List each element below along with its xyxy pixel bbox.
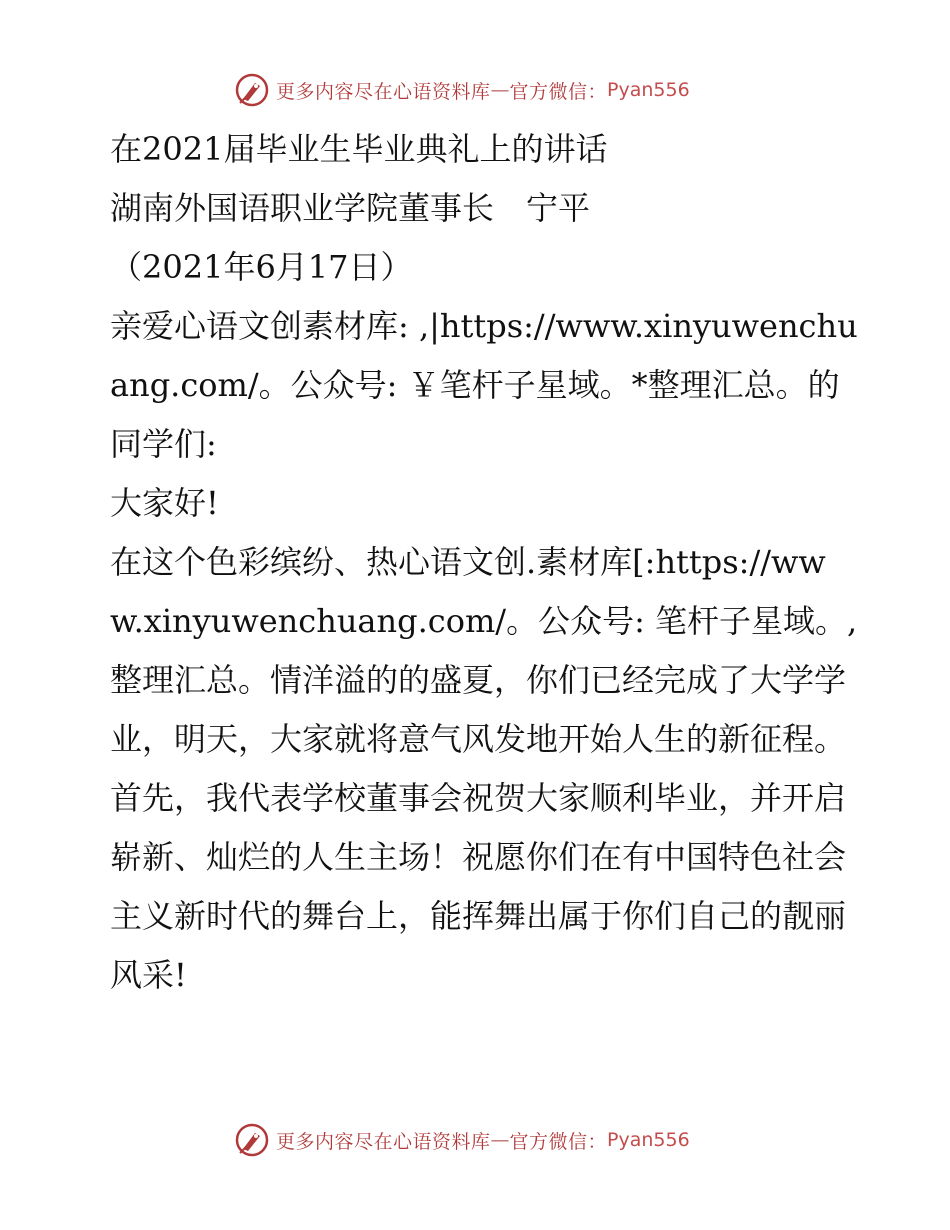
banner-text: 更多内容尽在心语资料库: [276, 80, 491, 103]
document-body: [98, 120, 858, 1005]
greeting-paragraph: 大家好!: [110, 484, 219, 522]
banner-handle: Pyan556: [607, 1129, 690, 1151]
document-date: （2021年6月17日）: [110, 248, 413, 286]
header-banner: [234, 70, 690, 110]
footer-banner: [234, 1120, 690, 1160]
body-paragraph: 在这个色彩缤纷、热心语文创.素材库[:https://www.xinyuwenchuang.com/。公众号: 笔杆子星域。,整理汇总。情洋溢的的盛夏，你们已经完成了大学学业，明天，大家就将意气风发地开始人生的新征程。首先，我代表学校董事会祝贺大家顺利毕业，并开启崭新、灿烂的人生主场！祝愿你们在有中国特色社会主义新时代的舞台上，能挥舞出属于你们自己的靓丽风采!: [110, 543, 858, 994]
banner-text: 更多内容尽在心语资料库: [276, 1130, 491, 1153]
banner-label: 官方微信：: [509, 1130, 608, 1153]
document-title: 在2021届毕业生毕业典礼上的讲话: [110, 130, 608, 168]
pen-nib-icon: [234, 1122, 270, 1158]
pen-nib-icon: [234, 72, 270, 108]
salutation-paragraph: 亲爱心语文创素材库: ,|https://www.xinyuwenchuang.com/。公众号: ￥笔杆子星域。*整理汇总。的同学们:: [110, 307, 858, 463]
banner-label: 官方微信：: [509, 80, 608, 103]
banner-separator: —: [490, 1129, 510, 1151]
document-author: 湖南外国语职业学院董事长 宁平: [110, 189, 591, 227]
banner-separator: —: [490, 79, 510, 101]
banner-handle: Pyan556: [607, 79, 690, 101]
